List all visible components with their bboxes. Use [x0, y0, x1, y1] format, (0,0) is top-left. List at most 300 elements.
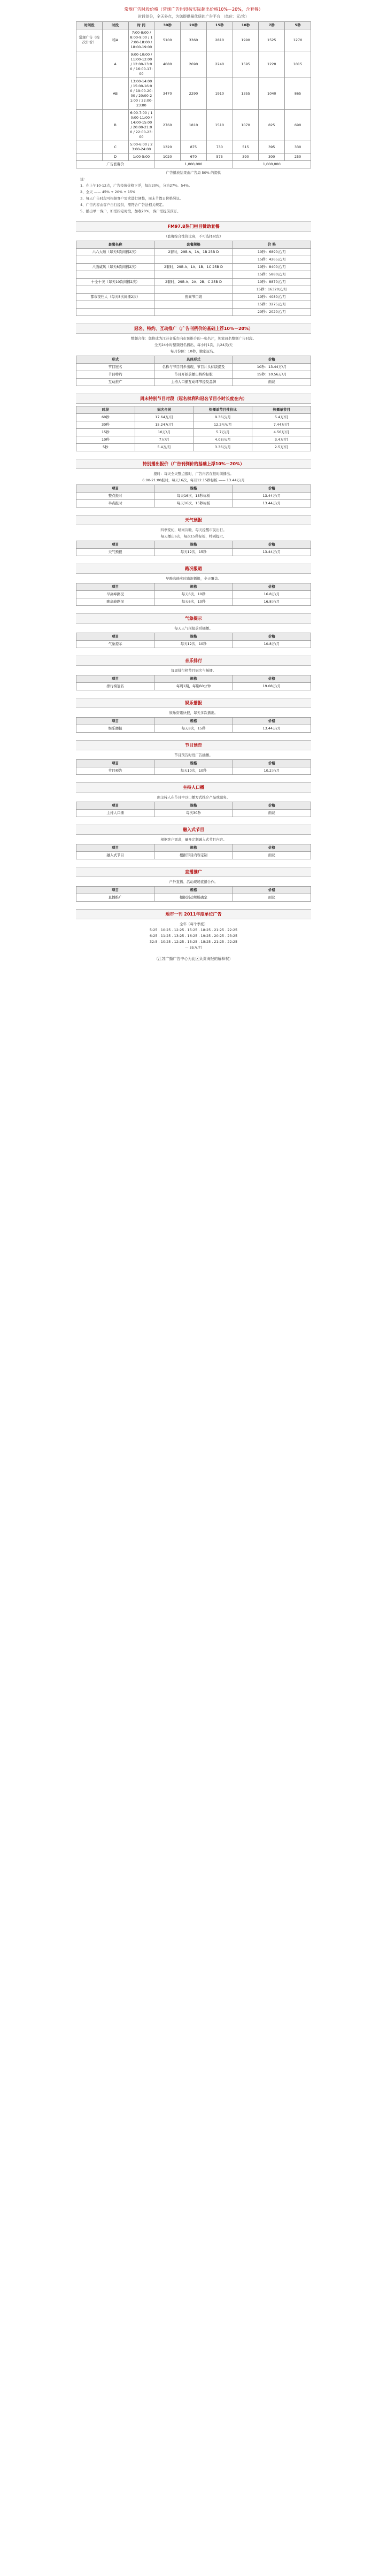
section-table-header-cell: 项目	[76, 583, 154, 591]
section-table-header-cell: 价格	[233, 887, 311, 894]
section-paragraph: 每月份额：10秒，独家冠名。	[170, 349, 217, 353]
section-table-body	[76, 852, 311, 859]
section-table-header-cell: 项目	[76, 485, 154, 493]
section-table-cell: 娱乐播报	[76, 725, 154, 733]
section-table-header-cell: 项目	[76, 633, 154, 641]
rate-table-cell: 330	[285, 141, 311, 153]
rate-table-cell: 2810	[206, 29, 233, 51]
rate-table-cell: 575	[206, 153, 233, 161]
section-table-head	[76, 718, 311, 725]
section-table-header-cell: 价格	[233, 760, 311, 767]
section-table-cell: 都市夜归人（每天5次间播2次）	[76, 294, 154, 301]
section-table	[76, 583, 311, 606]
section-table-row	[76, 249, 311, 256]
rate-table-cell	[76, 51, 103, 78]
section-table-head	[76, 356, 311, 364]
rate-table-header-row	[76, 22, 311, 29]
rate-table-package-cell: 1,000,000	[233, 161, 311, 168]
section-table-row	[76, 436, 311, 444]
notes-heading: 注：	[80, 177, 87, 181]
section-title: 特别播出报价（广告刊例价的基础上浮10%－20%）	[76, 459, 311, 469]
section-table-cell: 节目特约	[76, 371, 154, 379]
rate-table-package-cell: 1,000,000	[154, 161, 233, 168]
section-table-cell: 4.08万/月	[194, 436, 252, 444]
section-paragraph: 娱乐资讯快报，每天多次播出。	[169, 711, 218, 715]
rate-table-package-row	[76, 161, 311, 168]
section-table-cell: 10秒：6890元/月	[233, 249, 311, 256]
section-table-cell	[154, 271, 233, 279]
section-paragraph: 6:00-21:00报时，每天16次，每月12.15秒标板 —— 13.44万/月	[142, 478, 245, 482]
section-table-cell: 直播推广	[76, 894, 154, 902]
section-table-cell: 互动推广	[76, 379, 154, 386]
section-table-header-row	[76, 583, 311, 591]
rate-table-cell: 常规广告（按次计价）	[76, 29, 103, 51]
section-table-body	[76, 414, 311, 451]
section-table-header-cell: 规格	[154, 583, 233, 591]
section-table-cell: 10.2万/月	[233, 767, 311, 775]
section-table-cell: 19.08万/月	[233, 683, 311, 690]
section-table-row	[76, 894, 311, 902]
rate-table-header-cell: 时段	[102, 22, 128, 29]
section-title: 冠名、特约、互动推广（广告刊例价的基础上浮10%－20%）	[76, 324, 311, 334]
section-table-header-cell: 价格	[233, 802, 311, 810]
schedule-line: 32:5 . 10:25 . 12:25 . 15:25 . 18:25 . 21:25 . 22:25	[149, 940, 238, 944]
section-table-header-cell: 价格	[233, 633, 311, 641]
section-table	[76, 633, 311, 648]
section	[76, 394, 311, 451]
section-table-cell: 15.24万/月	[135, 421, 194, 429]
section-table-head	[76, 844, 311, 852]
schedule-line: 6:25 . 11:25 . 13:25 . 16:25 . 19:25 . 20:25 . 23:25	[149, 934, 238, 938]
rate-card-document	[76, 0, 311, 962]
section-table-row	[76, 264, 311, 271]
section-table-cell: 主持人口播互动环节提及品牌	[154, 379, 233, 386]
section-table-cell: 3.36万/月	[194, 444, 252, 451]
rate-table-row	[76, 153, 311, 161]
section-table-header-cell: 价格	[233, 844, 311, 852]
rate-table-row	[76, 141, 311, 153]
package-note: 广告播放结果由广告局 50% 的提供	[166, 171, 221, 175]
rate-table-cell: 1015	[285, 51, 311, 78]
rate-table-package-cell: 广告套餐价	[76, 161, 154, 168]
rate-table-cell: 2290	[181, 78, 207, 110]
section-table-cell: 16.8万/月	[233, 591, 311, 598]
section-table-cell: 节目开始前播出特约标版	[154, 371, 233, 379]
section-table-row	[76, 379, 311, 386]
section-paragraph: 户外直播、活动现场直播合作。	[169, 880, 218, 884]
section-table-header-cell: 价格	[233, 541, 311, 549]
section-table-body	[76, 493, 311, 507]
section-table-cell: 10秒：13.44万/月	[233, 364, 311, 371]
rate-table-header-cell: 7秒	[259, 22, 285, 29]
rate-table-cell: 9:00-10:00 / 11:00-12:00 / 12:00-13:00 / 16:00-17:00	[128, 51, 154, 78]
section-title: 主持人口播	[76, 782, 311, 793]
section-table-row	[76, 598, 311, 606]
section-table-cell: 半点报时	[76, 500, 154, 507]
rate-table-header-cell: 10秒	[233, 22, 259, 29]
section-table-cell: 早高峰路况	[76, 591, 154, 598]
notes-block	[76, 176, 311, 214]
rate-table-header-cell: 20秒	[181, 22, 207, 29]
section-table-cell: 2.5万/月	[252, 444, 311, 451]
rate-table-cell: 865	[285, 78, 311, 110]
rate-table-cell: 5100	[154, 29, 181, 51]
rate-table-cell: 2690	[181, 51, 207, 78]
section-paragraph: 根据客户需求，量身定制融入式节目内容。	[160, 837, 227, 842]
section-title: 音乐排行	[76, 656, 311, 666]
schedule-line: 5:25 . 10:25 . 12:25 . 15:25 . 18:25 . 21:25 . 22:25	[149, 928, 238, 932]
section-table-row	[76, 429, 311, 436]
section-title: 娱乐播报	[76, 698, 311, 708]
section-table-row	[76, 500, 311, 507]
section-table-cell: 面议	[233, 379, 311, 386]
section-table-cell: 10秒：8870元/月	[233, 279, 311, 286]
rate-table-cell: 1320	[154, 141, 181, 153]
section-table-cell: 30秒	[76, 421, 135, 429]
section-title: 气象提示	[76, 613, 311, 624]
section-table	[76, 541, 311, 556]
section-table-cell: 10秒	[76, 436, 135, 444]
rate-table-body	[76, 29, 311, 168]
section-table-header-cell: 套餐规格	[154, 241, 233, 249]
section-table-row	[76, 279, 311, 286]
section-table-cell: 13.44万/月	[233, 725, 311, 733]
section-table-header-row	[76, 802, 311, 810]
section-table	[76, 844, 311, 859]
rate-table-cell: 3470	[154, 78, 181, 110]
section-table	[76, 241, 311, 316]
rate-table-cell: 2760	[154, 110, 181, 141]
section-table-header-cell: 项目	[76, 675, 154, 683]
section-paragraph: 每周排行榜节目冠名与插播。	[171, 668, 216, 673]
note-item: 3、每天广告时段可根据客户需求进行调整，周末节假日价格另议。	[80, 196, 183, 201]
section-table-cell: 7万/月	[135, 436, 194, 444]
schedule-line: — 35万/月	[184, 945, 203, 950]
section-table-body	[76, 767, 311, 775]
section-table-cell	[76, 271, 154, 279]
section-table-cell	[154, 286, 233, 294]
section-paragraph: 每天天气预报前后插播。	[174, 626, 213, 630]
section-table-cell	[154, 256, 233, 264]
section	[76, 740, 311, 775]
section-table-header-cell: 项目	[76, 541, 154, 549]
section-table	[76, 802, 311, 817]
section-table-body	[76, 810, 311, 817]
section-table-cell: 15秒	[76, 429, 135, 436]
rate-table-cell: 1270	[285, 29, 311, 51]
section-table-cell: 9.36万/月	[194, 414, 252, 421]
section-table-cell: 20秒：2020元/月	[233, 309, 311, 316]
section-table-cell: 15秒：3275元/月	[233, 301, 311, 309]
section-table-header-row	[76, 844, 311, 852]
rate-table-cell: 1510	[206, 110, 233, 141]
section-table-cell: 5.4万/月	[135, 444, 194, 451]
rate-table-cell: 515	[233, 141, 259, 153]
section-table-row	[76, 641, 311, 648]
section-table-head	[76, 887, 311, 894]
section-table-cell: 5.4万/月	[252, 414, 311, 421]
section-paragraph: 四季变幻，晴雨冷暖，每天提醒市民出行。	[160, 528, 227, 532]
section-table-cell: 每次30秒	[154, 810, 233, 817]
section-table-cell	[76, 301, 154, 309]
section-table-header-cell: 热播单节目	[252, 406, 311, 414]
rate-table-cell: 1020	[154, 153, 181, 161]
footer-disclaimer: （江苏广播广告中心为此区负责海报的解释权）	[154, 957, 233, 961]
rate-table-cell: 13:00-14:00 / 15:00-16:00 / 19:00-20:00 / 20:00-21:00 / 22:00-23:00	[128, 78, 154, 110]
section-table-cell: 节目冠名	[76, 364, 154, 371]
section-table-row	[76, 591, 311, 598]
section	[76, 324, 311, 386]
section-table-head	[76, 485, 311, 493]
section-table-header-cell: 价格	[233, 356, 311, 364]
rate-table-cell: D	[102, 153, 128, 161]
rate-table-cell: 特A	[102, 29, 128, 51]
section-table-cell: 16.8万/月	[233, 598, 311, 606]
section-table-cell	[76, 309, 154, 316]
section-table-header-row	[76, 675, 311, 683]
section-table-header-cell: 价格	[233, 583, 311, 591]
section-table-cell: 每天16次，15秒标板	[154, 493, 233, 500]
section	[76, 656, 311, 690]
footer-schedule	[76, 921, 311, 951]
section-paragraph: 报时：每天全天整点报时，广告内容在报时前播出。	[153, 472, 234, 476]
section-table-cell: 13.44万/月	[233, 549, 311, 556]
section-table-cell: 10.8万/月	[233, 641, 311, 648]
section-table-cell: 夜间节目段	[154, 294, 233, 301]
section-table-header-cell: 规格	[154, 760, 233, 767]
section-table-cell: 六六大顺（每天5次间播2次）	[76, 249, 154, 256]
section-table-cell: 17.64万/月	[135, 414, 194, 421]
section-table-cell: 2套时，29B A、1A、1B、1C 25B D	[154, 264, 233, 271]
section-table-header-cell: 项目	[76, 760, 154, 767]
section-table-header-cell: 规格	[154, 675, 233, 683]
rate-table-cell: 690	[285, 110, 311, 141]
section-table-cell: 3.4万/月	[252, 436, 311, 444]
section-table-cell: 10万/月	[135, 429, 194, 436]
section-table-body	[76, 894, 311, 902]
section-table-cell: 7.44万/月	[252, 421, 311, 429]
section-table-header-row	[76, 633, 311, 641]
section-table-cell: 13.44万/月	[233, 493, 311, 500]
section-title: 路况报道	[76, 564, 311, 574]
section-paragraph: 每天播出6次，每次15秒标板，特别提示。	[160, 534, 227, 539]
rate-table-cell: 6:00-7:00 / 10:00-11:00 / 14:00-15:00 / 20:00-21:00 / 22:00-23:00	[128, 110, 154, 141]
rate-table-cell: 2240	[206, 51, 233, 78]
note-item: 2、全天 —— 45% + 20% + 15%	[80, 190, 136, 194]
section-title: 节目预告	[76, 740, 311, 750]
section-table-cell: 根据节目内容定制	[154, 852, 233, 859]
section-table-head	[76, 541, 311, 549]
rate-table-cell	[76, 78, 103, 110]
section-table-header-cell: 项目	[76, 844, 154, 852]
section-table-cell: 晚高峰路况	[76, 598, 154, 606]
section-table-cell: 八面威风（每天8次间播2次）	[76, 264, 154, 271]
section-table-cell: 每天12次，10秒	[154, 641, 233, 648]
section-title: FM97.8热门栏目赞助套餐	[76, 221, 311, 232]
section-table-row	[76, 767, 311, 775]
section-paragraph: 节目预告时段广告插播。	[174, 753, 213, 757]
section-table-cell: 10秒：4080元/月	[233, 294, 311, 301]
rate-table-cell: 1595	[233, 51, 259, 78]
rate-table-header-cell: 15秒	[206, 22, 233, 29]
section-table-cell: 每周1期，每期60分钟	[154, 683, 233, 690]
section-table-cell: 10秒：8400元/月	[233, 264, 311, 271]
section-table-header-cell: 规格	[154, 802, 233, 810]
section	[76, 515, 311, 556]
section-table-header-row	[76, 718, 311, 725]
section-paragraph: 由主持人在节目中以口播方式推介产品或服务。	[157, 795, 230, 799]
section-table-cell: 4.56万/月	[252, 429, 311, 436]
section-table-cell: 融入式节目	[76, 852, 154, 859]
section-table-cell	[154, 309, 233, 316]
section-table-header-cell: 形式	[76, 356, 154, 364]
section-table-cell: 每天10次，10秒	[154, 767, 233, 775]
section-table-cell	[76, 256, 154, 264]
section-table-cell: 15秒：4265元/月	[233, 256, 311, 264]
note-item: 4、广告内容由客户自行提供，需符合广告法相关规定。	[80, 203, 166, 207]
section-table-body	[76, 725, 311, 733]
section-table-header-row	[76, 356, 311, 364]
section-table-header-cell: 规格	[154, 541, 233, 549]
section-table-cell: 气象提示	[76, 641, 154, 648]
section-table-body	[76, 591, 311, 606]
rate-table-cell: 4080	[154, 51, 181, 78]
rate-table-cell: 1810	[181, 110, 207, 141]
rate-table-header-cell: 30秒	[154, 22, 181, 29]
section-table-row	[76, 271, 311, 279]
section-table-cell: 2套时，29B A、1A、1B 25B D	[154, 249, 233, 256]
rate-table-cell: 1220	[259, 51, 285, 78]
section-paragraph: 早晚高峰实时路况播报，全天覆盖。	[166, 576, 221, 581]
rate-table-cell: 1910	[206, 78, 233, 110]
footer-block	[76, 909, 311, 962]
rate-table-header-cell: 5秒	[285, 22, 311, 29]
section-table-body	[76, 249, 311, 316]
section-table-row	[76, 256, 311, 264]
section-table-body	[76, 683, 311, 690]
section-table-cell: 天气预报	[76, 549, 154, 556]
rate-table-cell: 1:00-5:00	[128, 153, 154, 161]
section-table	[76, 759, 311, 775]
section-table-cell: 名称与节目同步出现，节目片头标版提及	[154, 364, 233, 371]
section-table-row	[76, 725, 311, 733]
section-table-cell: 5.7万/月	[194, 429, 252, 436]
section-table-row	[76, 444, 311, 451]
section-title: 周末特别节目时段（冠名权利和冠名节目小时长度在内）	[76, 394, 311, 404]
rate-table-cell: 3360	[181, 29, 207, 51]
rate-table-cell: 395	[259, 141, 285, 153]
section-title: 融入式节目	[76, 825, 311, 835]
rate-table-cell: 300	[259, 153, 285, 161]
rate-table-cell	[76, 153, 103, 161]
section-table-cell: 5秒	[76, 444, 135, 451]
rate-table-cell: 1355	[233, 78, 259, 110]
section-table-cell: 面议	[233, 894, 311, 902]
section-table-header-cell: 价格	[233, 675, 311, 683]
section-table-head	[76, 760, 311, 767]
section-table-cell: 60秒	[76, 414, 135, 421]
section	[76, 459, 311, 507]
section-table-header-cell: 价 格	[233, 241, 311, 249]
page-subtitle: 时段划分，全天外点，为您提供最优质的广告平台 （单位：元/次）	[138, 14, 249, 19]
section-table-header-row	[76, 760, 311, 767]
section-table-header-row	[76, 485, 311, 493]
section-table-row	[76, 493, 311, 500]
section-table-cell: 每天12次，15秒	[154, 549, 233, 556]
section-table-cell: 根据活动规模确定	[154, 894, 233, 902]
section-table-cell: 整点报时	[76, 493, 154, 500]
section-table-row	[76, 852, 311, 859]
rate-table-head	[76, 22, 311, 29]
rate-table-header-cell: 时 间	[128, 22, 154, 29]
section-table-cell: 15秒：5880元/月	[233, 271, 311, 279]
section-table-head	[76, 406, 311, 414]
section-title: 直播推广	[76, 867, 311, 877]
section-paragraph: 整频合作：您将成为江苏音乐台向市民推介的一张名片，独家冠名整频广告时段。	[131, 336, 256, 341]
section-table	[76, 485, 311, 507]
rate-table-row	[76, 110, 311, 141]
section-table-row	[76, 309, 311, 316]
section-table-header-cell: 规格	[154, 844, 233, 852]
rate-table-cell: 875	[181, 141, 207, 153]
sections-container	[76, 221, 311, 902]
rate-table-cell: 5:00-6:00 / 23:00-24:00	[128, 141, 154, 153]
section-table-head	[76, 675, 311, 683]
section-table-header-row	[76, 541, 311, 549]
section-table-header-row	[76, 406, 311, 414]
rate-table-cell: 7:00-8:00 / 8:00-9:00 / 17:00-18:00 / 18:00-19:00	[128, 29, 154, 51]
section-title: 天气预报	[76, 515, 311, 525]
section-table-cell: 每天6次，10秒	[154, 598, 233, 606]
section-paragraph: 全天24小时整频冠名播出，每小时1次，共24次/天	[154, 343, 233, 347]
section-table-row	[76, 301, 311, 309]
section-table-header-row	[76, 887, 311, 894]
section	[76, 782, 311, 817]
section-table-cell: 面议	[233, 810, 311, 817]
section-paragraph: （套餐综合性价比高，不可选择时段）	[164, 234, 223, 239]
section-table-header-cell: 冠名合同	[135, 406, 194, 414]
note-item: 1、在上午10-12点，广告投放价格下浮，每次20%，分为27%、54%。	[80, 183, 192, 188]
section-table-cell	[76, 286, 154, 294]
rate-table-cell: 1990	[233, 29, 259, 51]
section-table	[76, 356, 311, 386]
section-table-row	[76, 371, 311, 379]
rate-table-row	[76, 78, 311, 110]
rate-table-row	[76, 51, 311, 78]
footer-title: 地市一刊 2011年度单位广告	[76, 909, 311, 919]
note-item: 5、播出单一客户，如需指定时段，加收20%，客户需提前预订。	[80, 209, 181, 213]
section-table-header-row	[76, 241, 311, 249]
rate-table-cell	[76, 110, 103, 141]
rate-table-cell: 1040	[259, 78, 285, 110]
section-table-header-cell: 规格	[154, 887, 233, 894]
section-table-cell	[154, 301, 233, 309]
section-table-row	[76, 364, 311, 371]
section-table-cell: 每天6次，10秒	[154, 591, 233, 598]
section-table-cell: 每天8次，15秒	[154, 725, 233, 733]
section-table	[76, 675, 311, 690]
section-table-row	[76, 414, 311, 421]
rate-table-cell: C	[102, 141, 128, 153]
section-table-header-cell: 热播单节目性价比	[194, 406, 252, 414]
section-table-head	[76, 241, 311, 249]
section-table-row	[76, 683, 311, 690]
section-table	[76, 886, 311, 902]
section	[76, 698, 311, 733]
section-table-body	[76, 364, 311, 386]
section-table-cell: 十全十美（每天10次间播2次）	[76, 279, 154, 286]
section-table-cell: 每天16次，15秒标板	[154, 500, 233, 507]
